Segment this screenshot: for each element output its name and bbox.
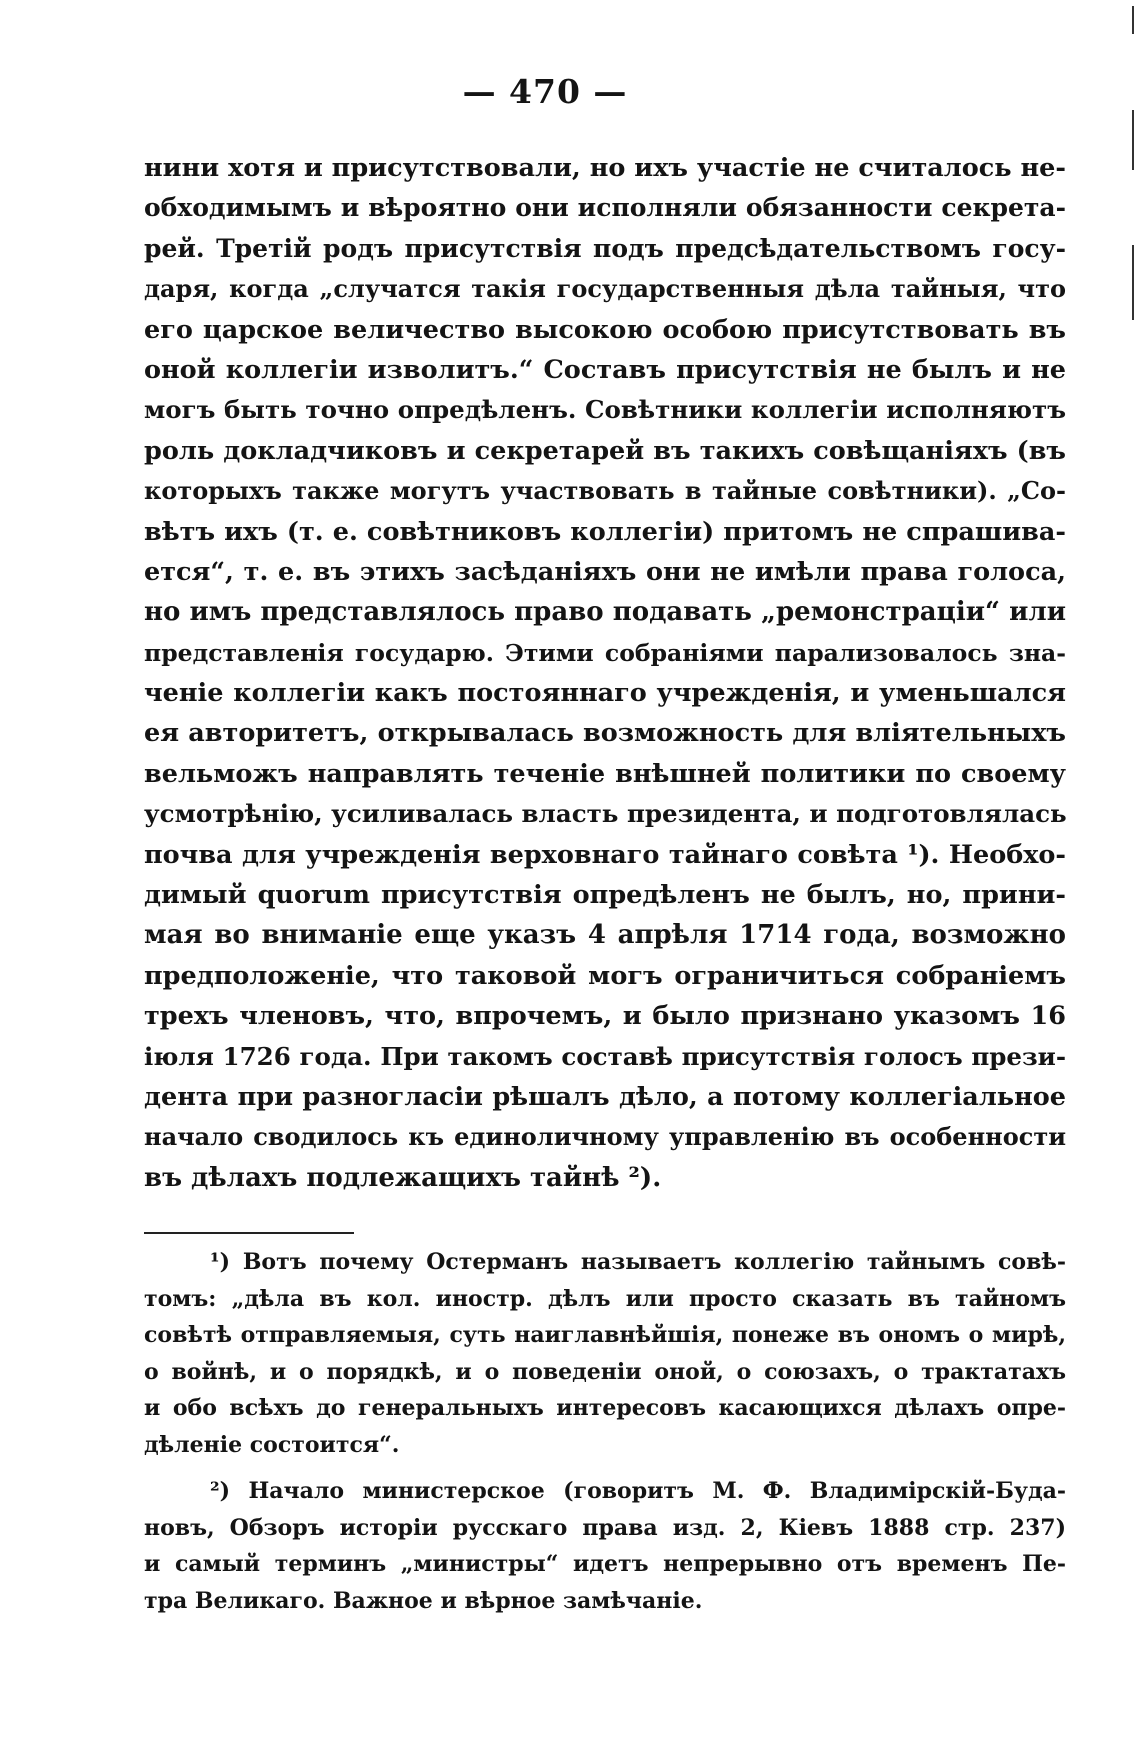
body-line: iюля 1726 года. При такомъ составѣ присутствiя голосъ прези- bbox=[144, 1041, 1066, 1071]
body-line: ея авторитетъ, открывалась возможность для влiятельныхъ bbox=[144, 718, 1066, 749]
footnote-line: новъ, Обзоръ исторiи русскаго права изд. 2, Кiевъ 1888 стр. 237) bbox=[144, 1514, 1066, 1541]
body-line: которыхъ также могутъ участвовать в тайные совѣтники). „Со- bbox=[144, 476, 1066, 506]
footnote-1 bbox=[144, 1244, 1066, 1463]
body-line: представленiя государю. Этими собранiями парализовалось зна- bbox=[144, 638, 1066, 667]
scan-edge-mark bbox=[1132, 6, 1134, 34]
body-line: усмотрѣнiю, усиливалась власть президента, и подготовлялась bbox=[144, 799, 1067, 829]
body-line: начало сводилось къ единоличному управленiю въ особенности bbox=[144, 1122, 1066, 1152]
footnote-line: дѣленiе состоится“. bbox=[144, 1431, 400, 1458]
scan-edge-mark bbox=[1132, 245, 1134, 320]
footnote-line: томъ: „дѣла въ кол. иностр. дѣлъ или просто сказать въ тайномъ bbox=[144, 1285, 1066, 1312]
body-line: его царское величество высокою особою присутствовать въ bbox=[144, 314, 1066, 345]
scan-edge-mark bbox=[1132, 110, 1134, 170]
body-line: ется“, т. е. въ этихъ засѣданiяхъ они не имѣли права голоса, bbox=[144, 556, 1066, 587]
footnote-line: о войнѣ, и о порядкѣ, и о поведенiи оной, о союзахъ, о трактатахъ bbox=[144, 1358, 1066, 1385]
body-line: димый quorum присутствiя опредѣленъ не былъ, но, прини- bbox=[144, 880, 1066, 911]
footnote-line: тра Великаго. Важное и вѣрное замѣчанiе. bbox=[144, 1587, 703, 1614]
footnotes bbox=[144, 1244, 1066, 1629]
body-line: роль докладчиковъ и секретарей въ такихъ совѣщанiяхъ (въ bbox=[144, 435, 1066, 466]
footnote-line: и самый терминъ „министры“ идетъ непрерывно отъ временъ Пе- bbox=[144, 1551, 1066, 1577]
body-line: даря, когда „случатся такiя государственныя дѣла тайныя, что bbox=[144, 274, 1066, 304]
body-line: предположенiе, что таковой могъ ограничиться собранiемъ bbox=[144, 960, 1066, 991]
body-line: нини хотя и присутствовали, но ихъ участiе не считалось не- bbox=[144, 153, 1066, 183]
body-line: ченiе коллегiи какъ постояннаго учрежденiя, и уменьшался bbox=[144, 678, 1066, 709]
body-line: но имъ представлялось право подавать „ремонстрацiи“ или bbox=[144, 597, 1066, 628]
body-line: обходимымъ и вѣроятно они исполняли обязанности секрета- bbox=[144, 193, 1066, 223]
body-line: вельможъ направлять теченiе внѣшней политики по своему bbox=[144, 758, 1066, 789]
footnote-line: ²) Начало министерское (говоритъ М. Ф. Владимiрскiй-Буда- bbox=[210, 1478, 1066, 1504]
body-line: мая во вниманiе еще указъ 4 апрѣля 1714 года, возможно bbox=[144, 920, 1066, 951]
footnote-line: ¹) Вотъ почему Остерманъ называетъ коллегiю тайнымъ совѣ- bbox=[210, 1249, 1066, 1275]
footnote-2 bbox=[144, 1473, 1066, 1619]
footnote-line: и обо всѣхъ до генеральныхъ интересовъ касающихся дѣлахъ опре- bbox=[144, 1395, 1066, 1421]
body-line: рей. Третiй родъ присутствiя подъ предсѣдательствомъ госу- bbox=[144, 233, 1066, 263]
body-line: дента при разногласiи рѣшалъ дѣло, а потому коллегiальное bbox=[144, 1081, 1066, 1112]
body-line: могъ быть точно опредѣленъ. Совѣтники коллегiи исполняютъ bbox=[144, 395, 1066, 425]
footnote-divider bbox=[144, 1232, 354, 1234]
body-line: вѣтъ ихъ (т. е. совѣтниковъ коллегiи) притомъ не спрашива- bbox=[144, 516, 1066, 547]
footnote-line: совѣтѣ отправляемыя, суть наиглавнѣйшiя, понеже въ ономъ о мирѣ, bbox=[144, 1322, 1066, 1348]
page-number: — 470 — bbox=[462, 72, 628, 111]
body-line: трехъ членовъ, что, впрочемъ, и было признано указомъ 16 bbox=[144, 1001, 1066, 1032]
body-line: въ дѣлахъ подлежащихъ тайнѣ ²). bbox=[144, 1162, 662, 1193]
body-line: оной коллегiи изволитъ.“ Составъ присутствiя не былъ и не bbox=[144, 354, 1066, 385]
body-line: почва для учрежденiя верховнаго тайнаго совѣта ¹). Необхо- bbox=[144, 839, 1066, 870]
main-text bbox=[144, 148, 1066, 1198]
